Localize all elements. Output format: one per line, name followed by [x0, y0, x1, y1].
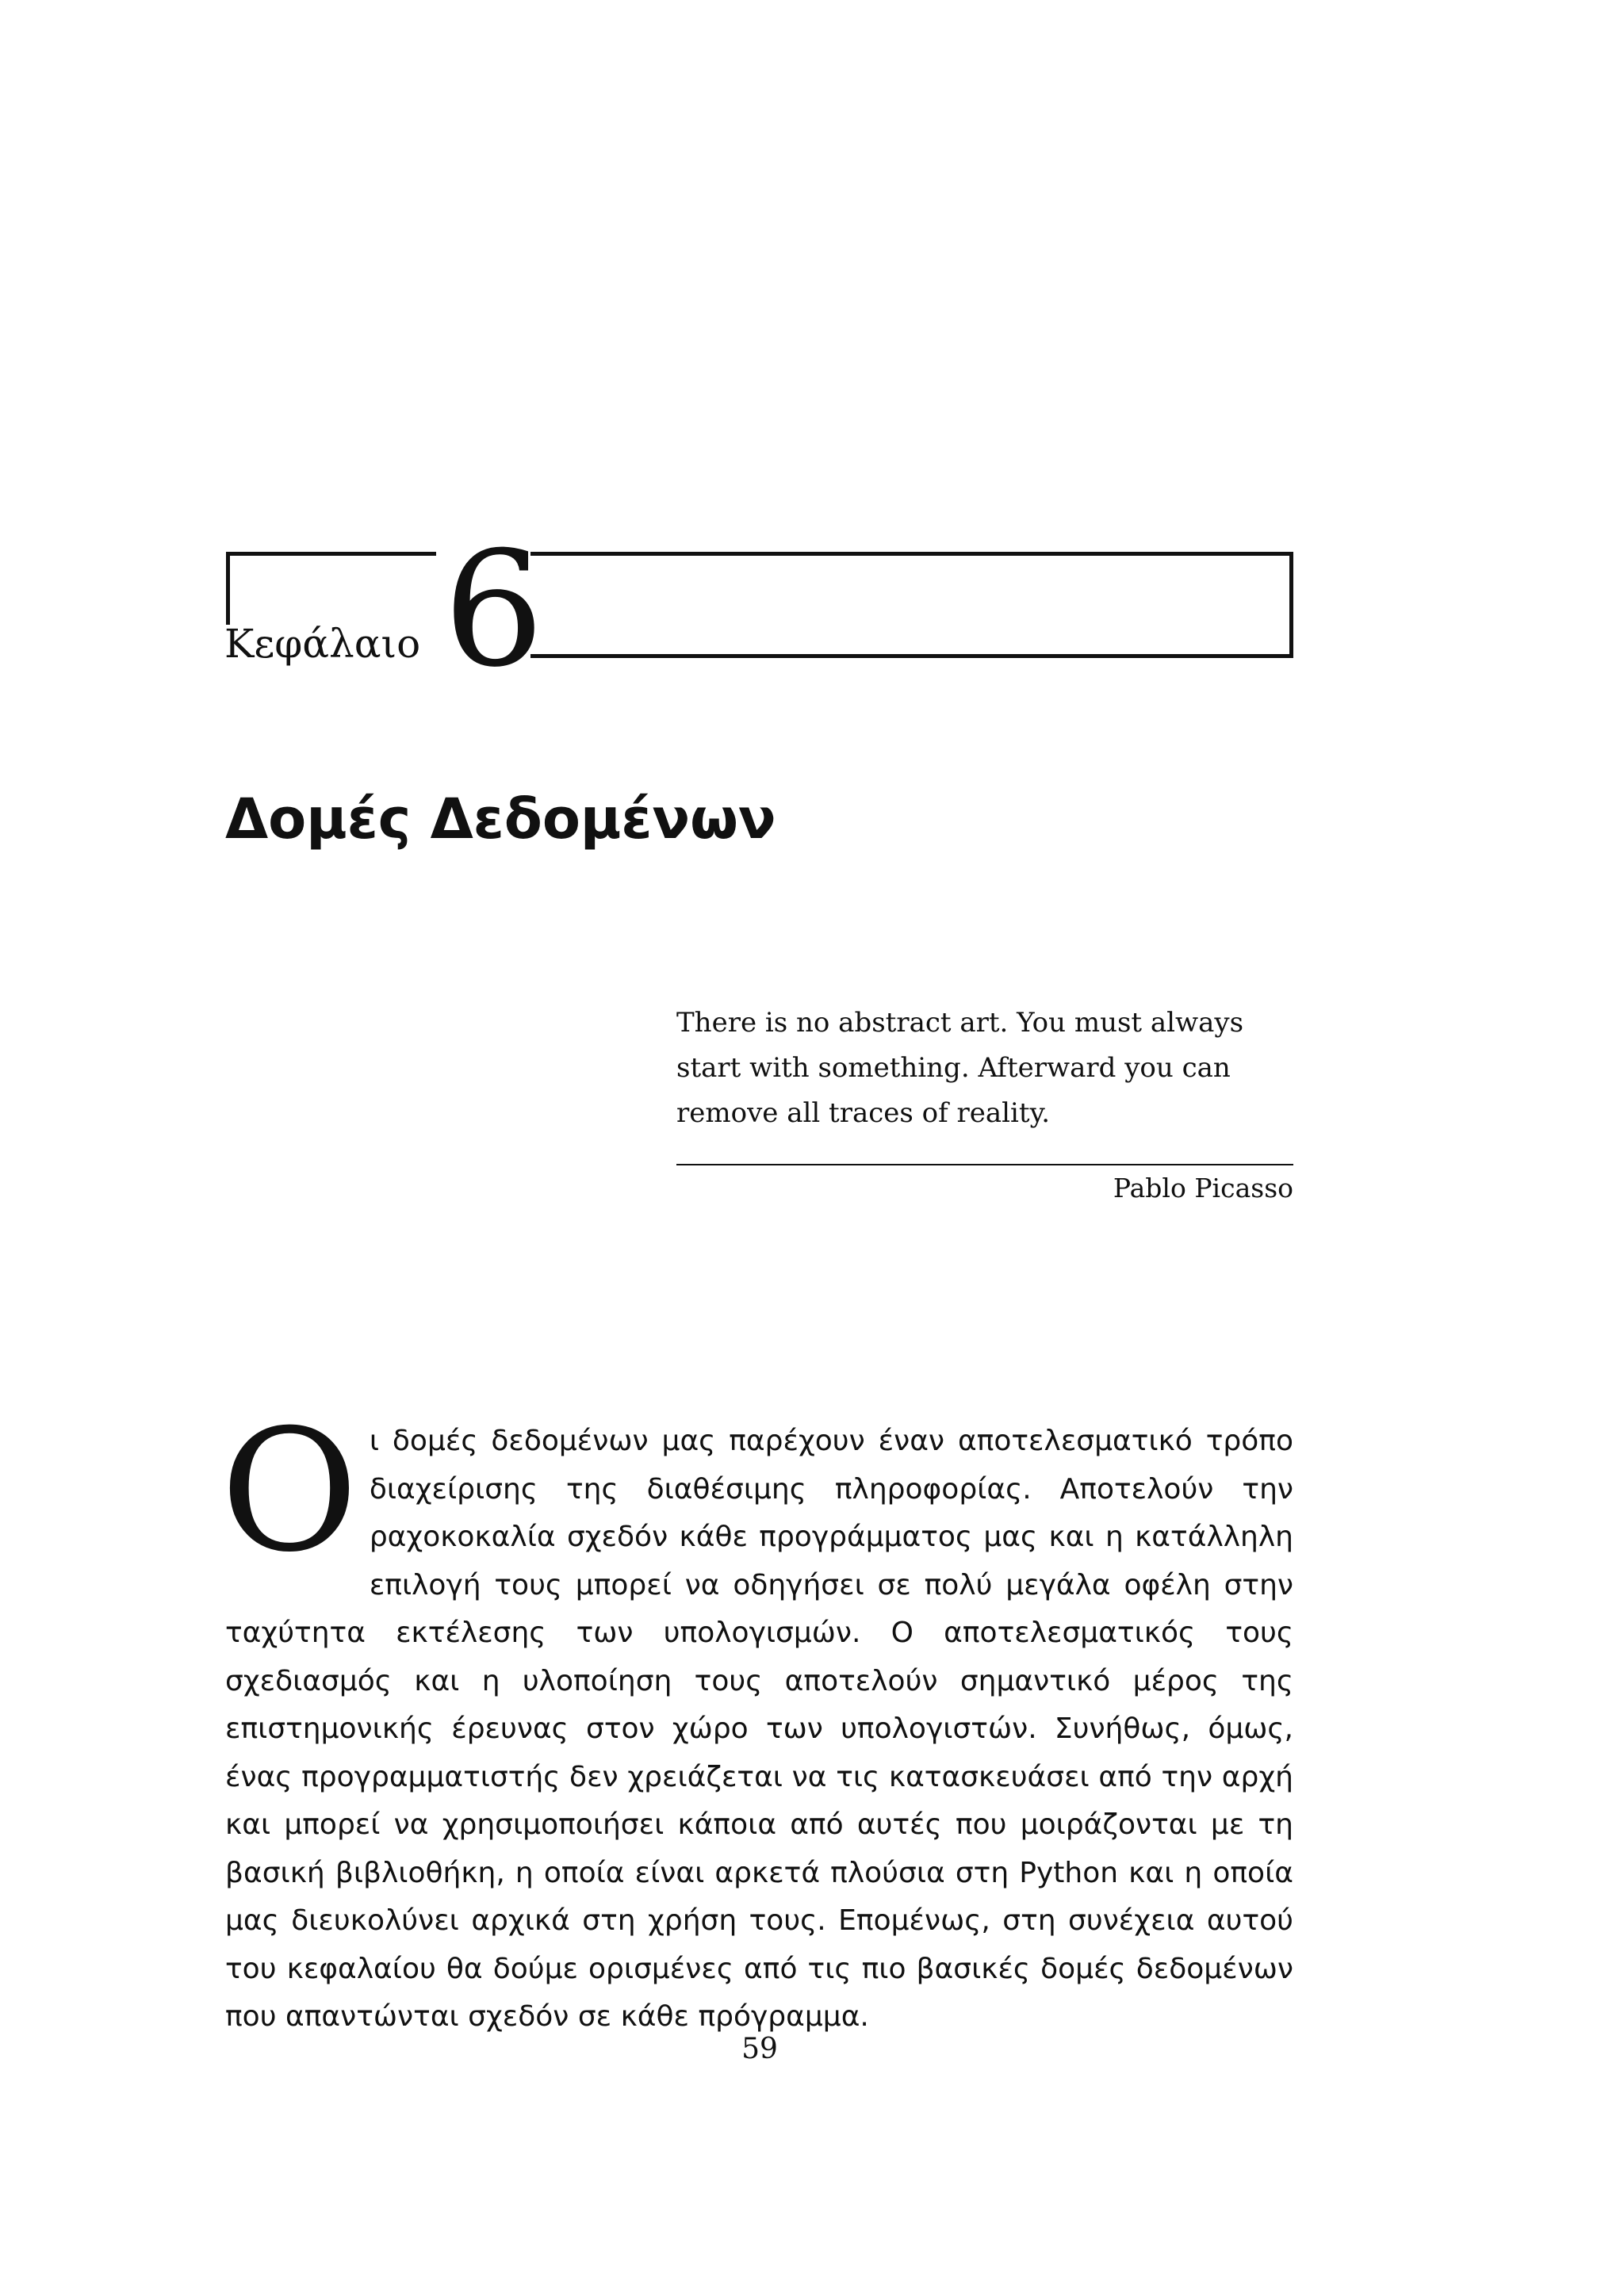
chapter-frame-left-side [226, 552, 230, 625]
drop-cap: Ο [220, 1393, 358, 1589]
epigraph-divider [676, 1164, 1293, 1165]
epigraph-author: Pablo Picasso [1113, 1173, 1293, 1203]
page-number: 59 [741, 2033, 778, 2065]
chapter-title: Δομές Δεδομένων [225, 786, 776, 851]
chapter-heading [224, 518, 1293, 702]
chapter-number: 6 [443, 518, 545, 702]
body-paragraph-text: ι δομές δεδομένων μας παρέχουν έναν αποτελεσματικό τρόπο διαχείρισης της διαθέσιμης πληροφορίας. Αποτελούν την ραχοκοκαλία σχεδόν κάθε προγράμματος μας και η κατάλληλη επιλογή τους μπορεί να οδηγήσει σε πολύ μεγάλα οφέλη στην ταχύτητα εκτέλεσης των υπολογισμών. Ο αποτελεσματικός τους σχεδιασμός και η υλοποίηση τους αποτελούν σημαντικό μέρος της επιστημονικής έρευνας στον χώρο των υπολογιστών. Συνήθως, όμως, ένας προγραμματιστής δεν χρειάζεται να τις κατασκευάσει από την αρχή και μπορεί να χρησιμοποιήσει κάποια από αυτές που μοιράζονται με τη βασική βιβλιοθήκη, η οποία είναι αρκετά πλούσια στη Python και η οποία μας διευκολύνει αρχικά στη χρήση τους. Επομένως, στη συνέχεια αυτού του κεφαλαίου θα δούμε ορισμένες από τις πιο βασικές δομές δεδομένων που απαντώνται σχεδόν σε κάθε πρόγραμμα. [225, 1425, 1293, 2033]
chapter-label: Κεφάλαιο [224, 621, 421, 667]
chapter-frame-left-top [226, 552, 436, 556]
chapter-frame-right [530, 552, 1293, 658]
epigraph [676, 1001, 1293, 1208]
body-paragraph [220, 1393, 1293, 2042]
epigraph-quote: There is no abstract art. You must always start with something. Afterward you can remove all traces of reality. [676, 1007, 1244, 1129]
